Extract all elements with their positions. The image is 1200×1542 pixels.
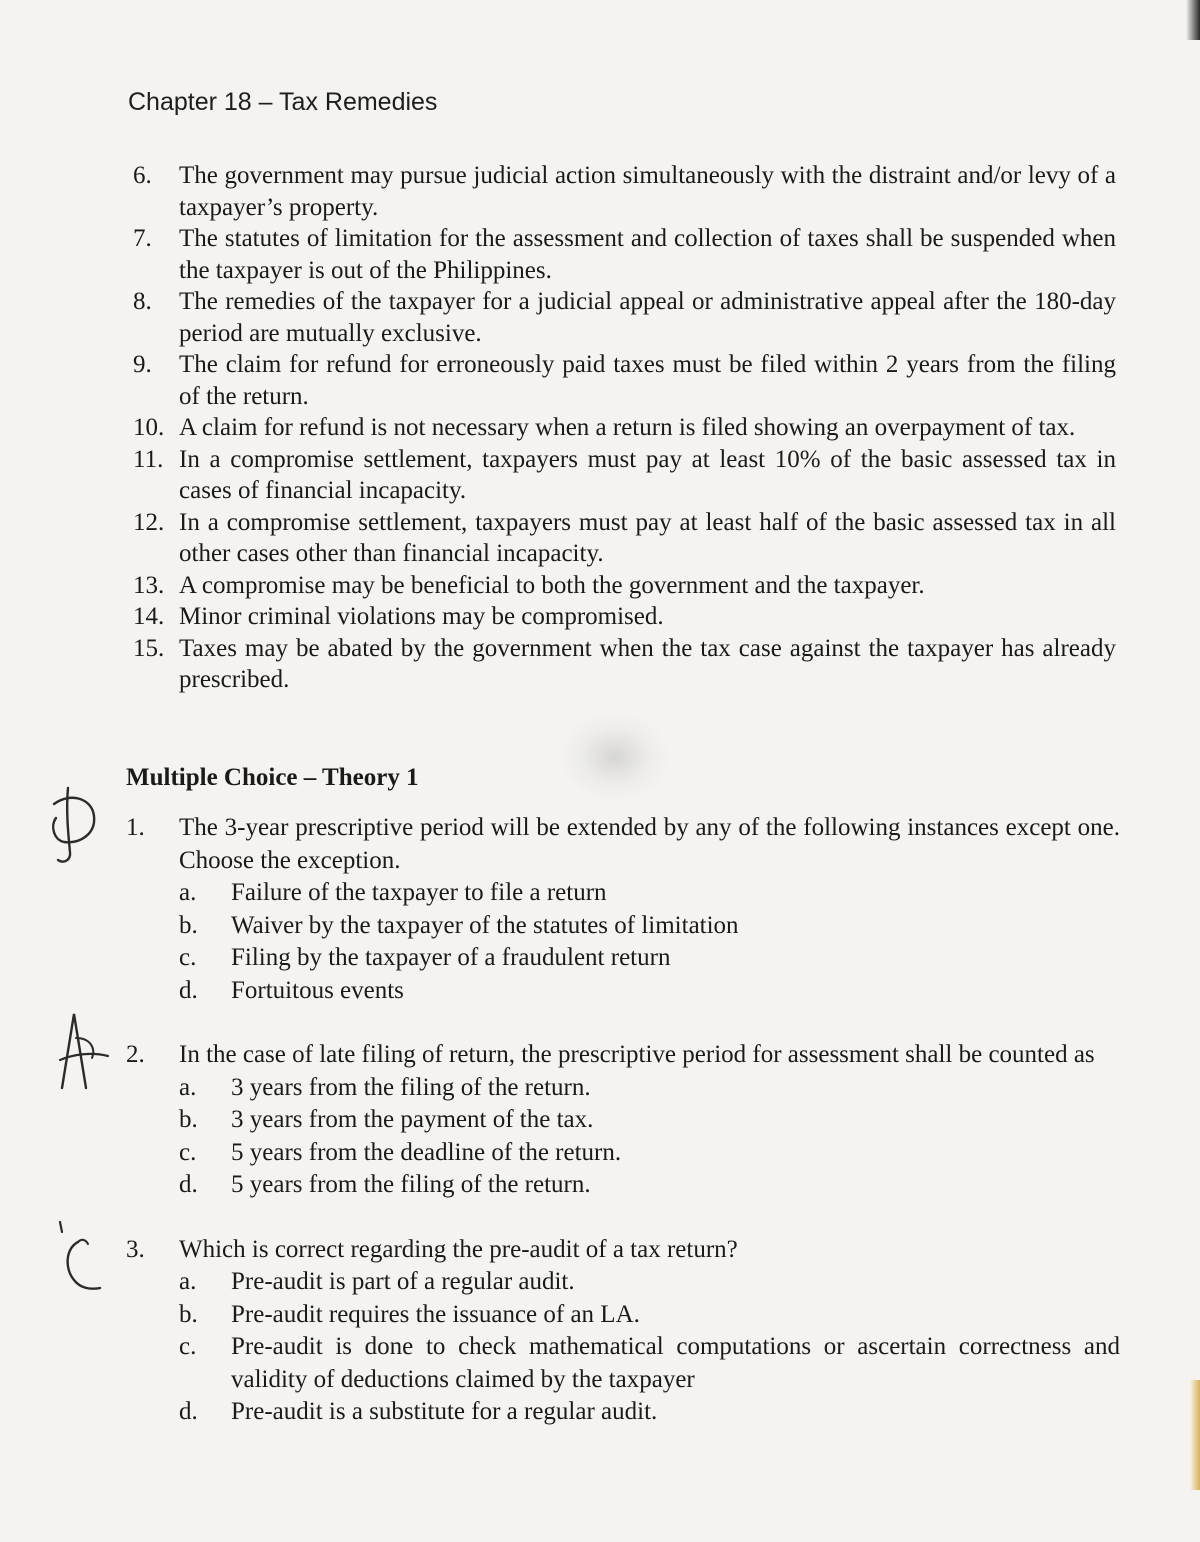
option-text: Pre-audit is done to check mathematical computations or ascertain correctness and validity of deductions claimed by the taxpayer: [231, 1333, 1120, 1393]
option-b: [179, 1104, 1120, 1137]
item-number: 12.: [133, 508, 165, 536]
question-number: 2.: [126, 1041, 145, 1068]
item-text: In a compromise settlement, taxpayers must pay at least half of the basic assessed tax in all other cases other than financial incapacity.: [179, 508, 1116, 567]
list-item: [126, 570, 1116, 602]
item-text: Minor criminal violations may be compromised.: [179, 603, 664, 630]
option-letter: a.: [179, 879, 197, 906]
list-item: [126, 444, 1116, 507]
option-letter: a.: [179, 1073, 197, 1101]
item-number: 9.: [133, 351, 152, 378]
ink-smudge: [560, 712, 670, 802]
option-d: [179, 1396, 1120, 1429]
option-letter: d.: [179, 976, 198, 1004]
question-2: [126, 1039, 1120, 1202]
item-number: 15.: [133, 634, 165, 662]
item-number: 7.: [133, 225, 152, 252]
item-text: The government may pursue judicial action simultaneously with the distraint and/or levy of a taxpayer’s property.: [179, 162, 1116, 221]
question-3: [126, 1234, 1120, 1429]
option-text: 3 years from the payment of the tax.: [231, 1106, 594, 1133]
options-list: [179, 877, 1120, 1007]
item-text: The claim for refund for erroneously paid taxes must be filed within 2 years from the filing of the return.: [179, 351, 1116, 410]
option-letter: c.: [179, 944, 197, 971]
options-list: [179, 1072, 1120, 1202]
option-letter: c.: [179, 1333, 197, 1360]
option-text: Fortuitous events: [231, 976, 404, 1004]
option-d: [179, 1169, 1120, 1202]
list-item: [126, 633, 1116, 696]
option-letter: b.: [179, 911, 198, 939]
options-list: [179, 1266, 1120, 1429]
question-number: 3.: [126, 1235, 145, 1263]
option-text: Pre-audit requires the issuance of an LA.: [231, 1300, 640, 1328]
option-b: [179, 1299, 1120, 1332]
item-text: The remedies of the taxpayer for a judicial appeal or administrative appeal after the 180-day period are mutually exclusive.: [179, 288, 1116, 347]
option-text: 5 years from the deadline of the return.: [231, 1138, 622, 1166]
item-number: 11.: [133, 445, 164, 473]
option-letter: a.: [179, 1268, 197, 1295]
question-text: In the case of late filing of return, the prescriptive period for assessment shall be counted as: [179, 1041, 1095, 1068]
item-text: A compromise may be beneficial to both the government and the taxpayer.: [179, 571, 925, 599]
question-number: 1.: [126, 814, 145, 841]
handwritten-answer-a: [52, 1008, 122, 1098]
option-a: [179, 1266, 1120, 1299]
list-item: [126, 286, 1116, 349]
scan-edge-shadow: [1186, 0, 1200, 40]
item-text: Taxes may be abated by the government when the tax case against the taxpayer has already prescribed.: [179, 634, 1116, 693]
option-b: [179, 910, 1120, 943]
item-text: In a compromise settlement, taxpayers must pay at least 10% of the basic assessed tax in cases of financial incapacity.: [179, 445, 1116, 504]
question-text: Which is correct regarding the pre-audit of a tax return?: [179, 1235, 738, 1263]
option-text: Waiver by the taxpayer of the statutes of limitation: [231, 911, 739, 939]
item-number: 8.: [133, 288, 152, 315]
question-text: The 3-year prescriptive period will be extended by any of the following instances except one. Choose the exception.: [179, 814, 1120, 874]
list-item: [126, 507, 1116, 570]
option-letter: d.: [179, 1171, 198, 1198]
item-number: 14.: [133, 603, 165, 630]
question-1: [126, 812, 1120, 1007]
option-letter: b.: [179, 1300, 198, 1328]
true-false-list: [126, 160, 1116, 696]
item-number: 10.: [133, 414, 165, 441]
section-heading: Multiple Choice – Theory 1: [126, 764, 419, 791]
option-text: Failure of the taxpayer to file a return: [231, 879, 607, 906]
scan-edge-stain: [1190, 1380, 1200, 1490]
item-number: 6.: [133, 162, 152, 189]
handwritten-answer-c: [56, 1218, 116, 1298]
option-text: Filing by the taxpayer of a fraudulent return: [231, 944, 671, 971]
list-item: [126, 601, 1116, 633]
option-letter: b.: [179, 1106, 198, 1133]
list-item: [126, 349, 1116, 412]
option-c: [179, 942, 1120, 975]
option-a: [179, 1072, 1120, 1105]
option-c: [179, 1137, 1120, 1170]
option-text: Pre-audit is a substitute for a regular audit.: [231, 1398, 658, 1425]
option-text: 3 years from the filing of the return.: [231, 1073, 591, 1101]
option-text: Pre-audit is part of a regular audit.: [231, 1268, 575, 1295]
option-letter: c.: [179, 1138, 197, 1166]
item-text: A claim for refund is not necessary when a return is filed showing an overpayment of tax.: [179, 414, 1076, 441]
chapter-title: Chapter 18 – Tax Remedies: [128, 88, 438, 116]
multiple-choice-questions: [126, 812, 1120, 1461]
item-number: 13.: [133, 571, 165, 599]
handwritten-answer-d: [30, 780, 110, 870]
list-item: [126, 160, 1116, 223]
option-c: [179, 1331, 1120, 1396]
list-item: [126, 412, 1116, 444]
option-letter: d.: [179, 1398, 198, 1425]
list-item: [126, 223, 1116, 286]
item-text: The statutes of limitation for the assessment and collection of taxes shall be suspended when the taxpayer is out of the Philippines.: [179, 225, 1116, 284]
option-text: 5 years from the filing of the return.: [231, 1171, 591, 1198]
option-d: [179, 975, 1120, 1008]
option-a: [179, 877, 1120, 910]
